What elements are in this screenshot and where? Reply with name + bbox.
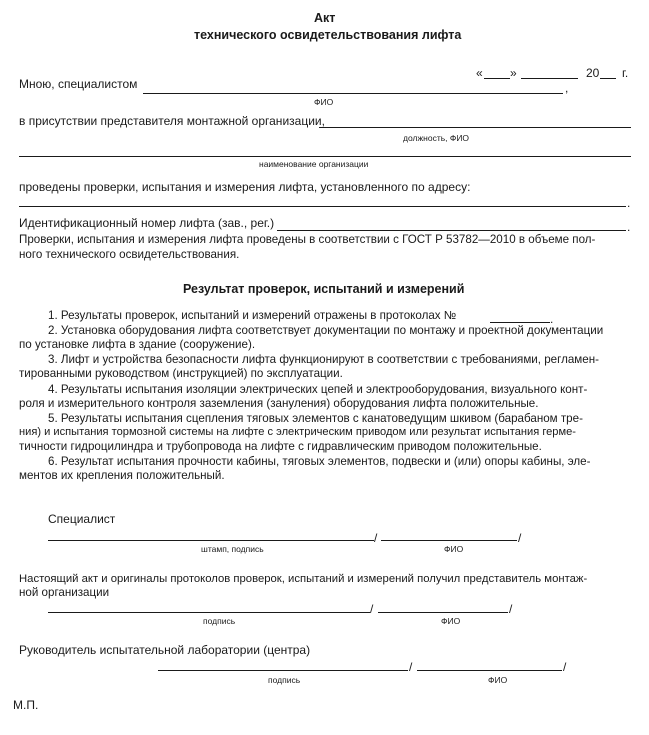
item-4-line-1: 4. Результаты испытания изоляции электрических цепей и электрооборудования, визуального конт- [48,383,588,396]
date-day-blank [484,78,510,79]
gost-line-2: ного технического освидетельствования. [19,248,240,261]
protocol-number-blank [490,322,550,323]
specialist-fio-blank [143,93,563,94]
date-month-blank [521,78,578,79]
fio-caption: ФИО [314,97,334,107]
item-1-text: 1. Результаты проверок, испытаний и измерений отражены в протоколах № [48,309,457,322]
date-close-quote: » [510,66,517,80]
date-year-blank [600,78,616,79]
specialist-end-slash: / [518,531,522,545]
representative-signature-blank [48,612,370,613]
specialist-label: Специалист [48,512,116,526]
lab-head-signature-blank [158,670,408,671]
date-open-quote: « [476,66,483,80]
in-presence-label: в присутствии представителя монтажной организации, [19,114,325,128]
elevator-id-dot: . [627,220,631,234]
representative-end-slash: / [509,602,513,616]
item-6-line-2: ментов их крепления положительный. [19,469,225,482]
representative-fio-caption: ФИО [441,616,461,626]
item-5-line-2: ния) и испытания тормозной системы на лифте с электрическим приводом или результат испытания герме- [19,426,576,438]
elevator-id-label: Идентификационный номер лифта (зав., рег.) [19,216,275,230]
representative-slash: / [370,602,374,616]
item-5-line-1: 5. Результаты испытания сцепления тяговых элементов с канатоведущим шкивом (барабаном тре- [48,412,583,425]
specialist-fio-comma: , [565,81,569,95]
lab-head-fio-caption: ФИО [488,675,508,685]
lab-head-end-slash: / [563,660,567,674]
document-title: Акт [314,11,336,25]
lab-head-sign-caption: подпись [268,675,301,685]
date-year-suffix: г. [622,66,629,80]
item-1-dot: . [550,312,554,326]
organization-caption: наименование организации [259,159,369,169]
lab-head-label: Руководитель испытательной лаборатории (центра) [19,643,311,657]
address-blank [19,206,626,207]
specialist-fio-caption: ФИО [444,544,464,554]
organization-blank [19,156,631,157]
item-2-line-1: 2. Установка оборудования лифта соответствует документации по монтажу и проектной документации [48,324,604,337]
representative-blank [319,127,631,128]
document-subtitle: технического освидетельствования лифта [194,28,462,42]
gost-line-1: Проверки, испытания и измерения лифта проведены в соответствии с ГОСТ Р 53782—2010 в объеме пол- [19,233,596,246]
seal-place-label: М.П. [13,698,39,712]
lab-head-slash: / [409,660,413,674]
results-heading: Результат проверок, испытаний и измерений [183,282,465,296]
elevator-id-blank [277,230,626,231]
representative-sign-caption: подпись [203,616,236,626]
date-year-prefix: 20 [586,66,600,80]
item-3-line-1: 3. Лифт и устройства безопасности лифта функционируют в соответствии с требованиями, регламен- [48,353,599,366]
position-fio-caption: должность, ФИО [403,133,470,143]
specialist-signature-blank [48,540,374,541]
item-2-line-2: по установке лифта в здание (сооружение). [19,338,256,351]
representative-fio-blank [378,612,508,613]
address-dot: . [627,196,631,210]
by-specialist-label: Мною, специалистом [19,77,138,91]
received-line-2: ной организации [19,586,110,599]
stamp-sign-caption: штамп, подпись [201,544,264,554]
specialist-slash: / [374,531,378,545]
received-line-1: Настоящий акт и оригиналы протоколов проверок, испытаний и измерений получил представитель монтаж- [19,573,588,585]
item-5-line-3: тичности гидроцилиндра и трубопровода на лифте с гидравлическим приводом положительные. [19,440,542,453]
item-4-line-2: роля и измерительного контроля заземления (зануления) оборудования лифта положительные. [19,397,539,410]
checks-done-text: проведены проверки, испытания и измерения лифта, установленного по адресу: [19,180,471,194]
item-6-line-1: 6. Результат испытания прочности кабины, тяговых элементов, подвески и (или) опоры кабины, эле- [48,455,591,468]
specialist-fio-signature-blank [381,540,517,541]
lab-head-fio-blank [417,670,562,671]
item-3-line-2: тированными руководством (инструкцией) по эксплуатации. [19,367,343,380]
